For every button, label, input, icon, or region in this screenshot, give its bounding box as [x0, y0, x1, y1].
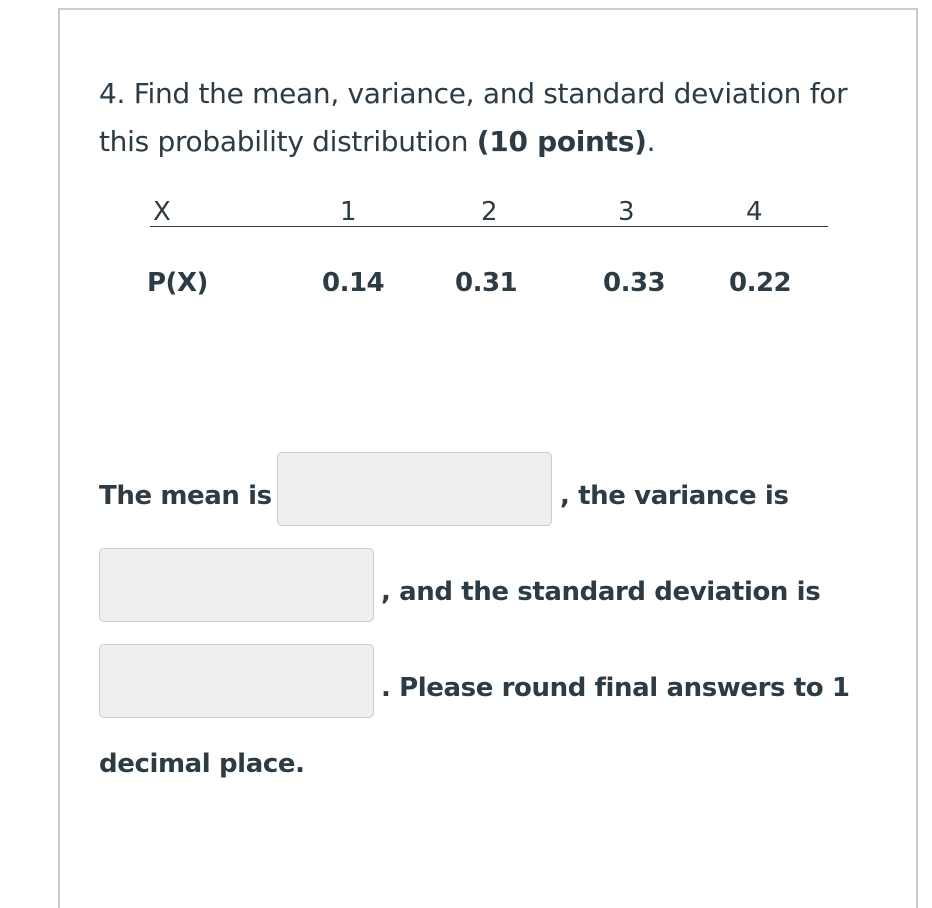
- question-prefix: 4. Find the mean, variance, and standard deviation for this probability distribution: [99, 77, 848, 158]
- question-suffix: .: [646, 125, 656, 158]
- p-value-2: 0.31: [455, 268, 518, 298]
- round-tail: decimal place.: [99, 749, 305, 779]
- mean-input[interactable]: [277, 452, 552, 526]
- mean-label: The mean is: [99, 481, 272, 511]
- x-value-2: 2: [481, 197, 498, 227]
- sd-input[interactable]: [99, 644, 374, 718]
- px-header: P(X): [147, 268, 208, 298]
- x-value-3: 3: [618, 197, 635, 227]
- x-value-4: 4: [746, 197, 763, 227]
- question-text: [99, 70, 879, 166]
- question-points: (10 points): [476, 125, 647, 158]
- p-value-3: 0.33: [603, 268, 666, 298]
- round-label: . Please round final answers to 1: [381, 673, 850, 703]
- variance-label: , the variance is: [560, 481, 789, 511]
- p-value-1: 0.14: [322, 268, 385, 298]
- p-value-4: 0.22: [729, 268, 792, 298]
- table-header-rule: [150, 226, 828, 227]
- variance-input[interactable]: [99, 548, 374, 622]
- sd-label: , and the standard deviation is: [381, 577, 821, 607]
- x-value-1: 1: [340, 197, 357, 227]
- x-header: X: [153, 197, 171, 227]
